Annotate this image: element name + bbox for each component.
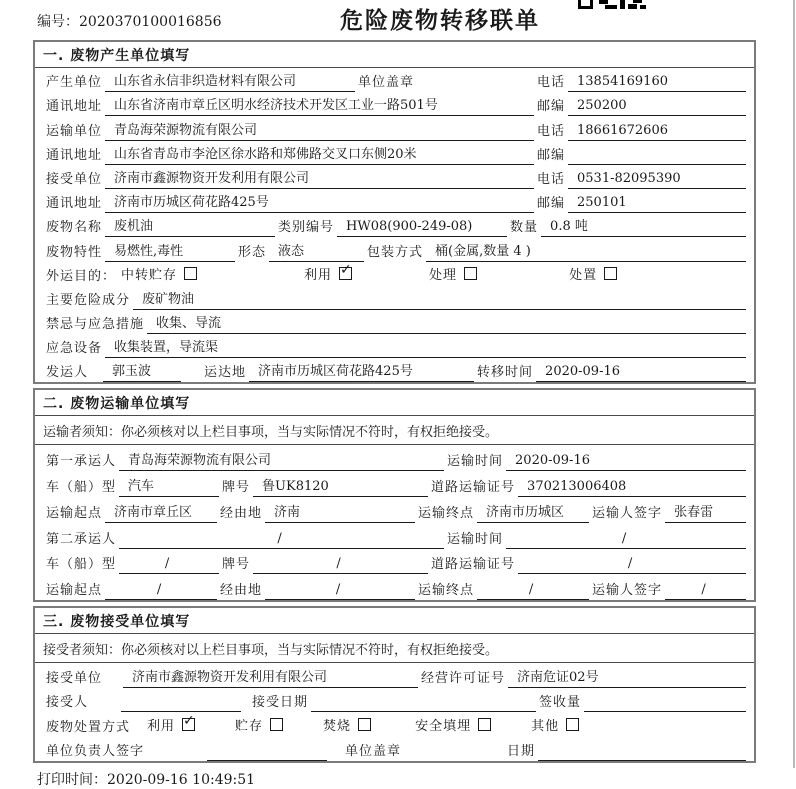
field-label: 牌号 bbox=[222, 557, 251, 573]
field-label: 运输时间 bbox=[447, 531, 504, 547]
field-label: 数量 bbox=[510, 220, 539, 236]
field-label: 运输起点 bbox=[46, 583, 103, 599]
form-row bbox=[35, 549, 754, 575]
field-value bbox=[584, 709, 746, 712]
field-label: 形态 bbox=[238, 244, 267, 260]
serial-value: 2020370100016856 bbox=[79, 14, 222, 30]
section-title: 一. 废物产生单位填写 bbox=[35, 42, 754, 68]
field-value: 250101 bbox=[568, 195, 746, 213]
checkbox-label: 利用 bbox=[304, 267, 333, 283]
field-label: 第二承运人 bbox=[46, 531, 117, 547]
field-value: / bbox=[477, 582, 589, 600]
field-value bbox=[538, 758, 746, 761]
checkbox-label: 其他 bbox=[531, 718, 560, 734]
field-value: 济南市鑫源物资开发利用有限公司 bbox=[123, 666, 418, 688]
checkbox-label: 安全填埋 bbox=[415, 718, 472, 734]
field-value: 济南危证02号 bbox=[508, 666, 746, 688]
form-row bbox=[35, 165, 754, 189]
field-label: 通讯地址 bbox=[46, 196, 103, 212]
field-label: 经由地 bbox=[220, 583, 263, 599]
print-time bbox=[37, 769, 796, 789]
field-value: 汽车 bbox=[119, 475, 219, 497]
field-value: / bbox=[119, 531, 444, 549]
field-value: / bbox=[665, 582, 746, 600]
field-label: 运输起点 bbox=[46, 505, 103, 521]
checkbox-icon bbox=[464, 267, 477, 280]
section-notice: 运输者须知：你必须核对以上栏目事项，当与实际情况不符时，有权拒绝接受。 bbox=[35, 416, 754, 445]
form-row bbox=[35, 471, 754, 497]
field-label: 外运目的： bbox=[46, 268, 117, 284]
field-value bbox=[207, 758, 327, 761]
serial-label: 编号： bbox=[37, 14, 79, 30]
field-label: 车（船）型 bbox=[46, 480, 117, 496]
checkbox-label: 处理 bbox=[429, 267, 458, 283]
form-row bbox=[35, 68, 754, 92]
field-label: 经由地 bbox=[220, 505, 263, 521]
checkbox-option bbox=[567, 264, 617, 286]
checkbox-icon bbox=[184, 267, 197, 280]
field-value bbox=[311, 709, 536, 712]
field-label: 第一承运人 bbox=[46, 454, 117, 470]
field-value: 青岛海荣源物流有限公司 bbox=[105, 119, 534, 141]
field-label: 单位盖章 bbox=[345, 744, 402, 760]
field-value: / bbox=[105, 582, 217, 600]
check-mark-icon: ✓ bbox=[183, 712, 195, 729]
field-label: 运输人签字 bbox=[592, 583, 663, 599]
field-value: 2020-09-16 bbox=[536, 364, 746, 382]
checkbox-option bbox=[233, 715, 283, 737]
field-label: 车（船）型 bbox=[46, 557, 117, 573]
checkbox-label: 焚烧 bbox=[323, 718, 352, 734]
checkbox-option bbox=[145, 712, 195, 737]
field-label: 转移时间 bbox=[477, 365, 534, 381]
form-area bbox=[33, 40, 756, 763]
checkbox-label: 贮存 bbox=[235, 718, 264, 734]
field-label: 运输单位 bbox=[46, 123, 103, 139]
form-row bbox=[35, 445, 754, 471]
field-label: 废物处置方式 bbox=[46, 719, 131, 735]
field-label: 电话 bbox=[536, 171, 565, 187]
field-value: 收集、导流 bbox=[147, 312, 746, 334]
field-label: 应急设备 bbox=[46, 341, 103, 357]
field-label: 接受单位 bbox=[46, 670, 103, 686]
field-value: / bbox=[253, 556, 428, 574]
checkbox-label: 利用 bbox=[147, 718, 176, 734]
print-time-value: 2020-09-16 10:49:51 bbox=[107, 772, 256, 789]
checkbox-option bbox=[119, 264, 197, 286]
section-transporter bbox=[33, 388, 756, 602]
field-value bbox=[568, 162, 746, 165]
checkbox-label: 处置 bbox=[569, 267, 598, 283]
field-value: / bbox=[119, 556, 219, 574]
field-label: 接受人 bbox=[46, 695, 89, 711]
field-label: 运输时间 bbox=[447, 454, 504, 470]
checkbox-option bbox=[321, 715, 371, 737]
form-row bbox=[35, 334, 754, 358]
form-row bbox=[35, 712, 754, 737]
window-edge-divider bbox=[793, 0, 795, 768]
field-value: 250200 bbox=[568, 98, 746, 116]
field-label: 运输终点 bbox=[418, 583, 475, 599]
field-label: 包装方式 bbox=[367, 244, 424, 260]
field-label: 单位负责人签字 bbox=[46, 744, 145, 760]
field-value: 山东省青岛市李沧区徐水路和郑佛路交叉口东侧20米 bbox=[105, 143, 534, 165]
field-label: 禁忌与应急措施 bbox=[46, 317, 145, 333]
section-notice: 接受者须知：你必须核对以上栏目事项，当与实际情况不符时，有权拒绝接受。 bbox=[35, 634, 754, 663]
field-value: 废矿物油 bbox=[133, 288, 746, 310]
checkbox-label: 中转贮存 bbox=[121, 267, 178, 283]
field-label: 单位盖章 bbox=[358, 75, 415, 91]
field-label: 签收量 bbox=[539, 695, 582, 711]
field-label: 运达地 bbox=[204, 365, 247, 381]
field-value: 18661672606 bbox=[568, 123, 746, 141]
field-label: 邮编 bbox=[536, 196, 565, 212]
print-time-label: 打印时间： bbox=[37, 772, 107, 789]
field-label: 道路运输证号 bbox=[431, 557, 516, 573]
field-label: 道路运输证号 bbox=[431, 480, 516, 496]
field-value: 山东省济南市章丘区明水经济技术开发区工业一路501号 bbox=[105, 94, 534, 116]
field-label: 邮编 bbox=[536, 99, 565, 115]
field-label: 日期 bbox=[507, 744, 536, 760]
field-label: 运输终点 bbox=[418, 505, 475, 521]
field-label: 废物特性 bbox=[46, 244, 103, 260]
field-value: 370213006408 bbox=[518, 479, 746, 497]
section-title: 二. 废物运输单位填写 bbox=[35, 390, 754, 416]
field-label: 通讯地址 bbox=[46, 147, 103, 163]
field-value: 济南市历城区荷花路425号 bbox=[105, 191, 534, 213]
field-value: 济南市章丘区 bbox=[105, 501, 217, 523]
checkbox-icon bbox=[604, 267, 617, 280]
field-label: 电话 bbox=[536, 123, 565, 139]
field-value: 鲁UK8120 bbox=[253, 475, 428, 497]
checkbox-option bbox=[427, 264, 477, 286]
checkbox-icon bbox=[478, 718, 491, 731]
form-row bbox=[35, 286, 754, 310]
field-label: 废物名称 bbox=[46, 220, 103, 236]
field-value: 0.8 吨 bbox=[541, 215, 746, 237]
checkbox-icon bbox=[566, 718, 579, 731]
field-value: 易燃性,毒性 bbox=[105, 240, 235, 262]
form-row bbox=[35, 737, 754, 762]
field-value: 0531-82095390 bbox=[568, 171, 746, 189]
form-row bbox=[35, 688, 754, 713]
field-label: 运输人签字 bbox=[592, 505, 663, 521]
section-receiver bbox=[33, 606, 756, 763]
checkbox-option bbox=[413, 715, 491, 737]
field-value: 收集装置，导流渠 bbox=[105, 336, 746, 358]
field-label: 产生单位 bbox=[46, 75, 103, 91]
field-value: 2020-09-16 bbox=[506, 453, 746, 471]
form-row bbox=[35, 92, 754, 116]
field-label: 类别编号 bbox=[278, 220, 335, 236]
section-producer bbox=[33, 40, 756, 384]
field-value: 济南市历城区荷花路425号 bbox=[249, 360, 474, 382]
checkbox-checked-icon bbox=[339, 261, 352, 280]
form-row bbox=[35, 663, 754, 688]
field-label: 邮编 bbox=[536, 147, 565, 163]
form-row bbox=[35, 310, 754, 334]
serial-number bbox=[37, 11, 222, 31]
field-value: 青岛海荣源物流有限公司 bbox=[119, 449, 444, 471]
field-value: 济南市鑫源物资开发利用有限公司 bbox=[105, 167, 534, 189]
field-value: 张春雷 bbox=[665, 501, 746, 523]
check-mark-icon: ✓ bbox=[340, 261, 352, 278]
form-row bbox=[35, 213, 754, 237]
field-value: / bbox=[518, 556, 746, 574]
form-title: 危险废物转移联单 bbox=[340, 8, 540, 34]
field-label: 接受单位 bbox=[46, 171, 103, 187]
checkbox-option bbox=[529, 715, 579, 737]
field-value: 废机油 bbox=[105, 215, 275, 237]
field-value: 济南市历城区 bbox=[477, 501, 589, 523]
document-header bbox=[0, 0, 796, 40]
field-label: 发运人 bbox=[46, 365, 89, 381]
field-value bbox=[121, 709, 241, 712]
form-row bbox=[35, 189, 754, 213]
field-label: 牌号 bbox=[222, 480, 251, 496]
form-row bbox=[35, 237, 754, 261]
checkbox-icon bbox=[358, 718, 371, 731]
field-value: 山东省永信非织造材料有限公司 bbox=[105, 70, 355, 92]
section-title: 三. 废物接受单位填写 bbox=[35, 608, 754, 634]
checkbox-option bbox=[302, 261, 352, 286]
field-value: 液态 bbox=[269, 240, 364, 262]
form-row bbox=[35, 262, 754, 286]
field-value: 郭玉波 bbox=[103, 360, 181, 382]
form-row bbox=[35, 116, 754, 140]
field-value: 13854169160 bbox=[568, 74, 746, 92]
field-value: 济南 bbox=[265, 501, 415, 523]
field-value: 桶(金属,数量 4 ) bbox=[426, 240, 746, 262]
qr-code-fragment bbox=[578, 0, 648, 9]
form-row bbox=[35, 358, 754, 382]
field-label: 经营许可证号 bbox=[421, 670, 506, 686]
form-row bbox=[35, 497, 754, 523]
checkbox-checked-icon bbox=[182, 712, 195, 731]
field-value: / bbox=[506, 531, 746, 549]
form-row bbox=[35, 523, 754, 549]
field-label: 通讯地址 bbox=[46, 99, 103, 115]
field-label: 主要危险成分 bbox=[46, 292, 131, 308]
field-value: / bbox=[265, 582, 415, 600]
field-label: 接受日期 bbox=[252, 695, 309, 711]
field-value: HW08(900-249-08) bbox=[337, 219, 507, 237]
checkbox-icon bbox=[270, 718, 283, 731]
form-row bbox=[35, 574, 754, 600]
field-label: 电话 bbox=[536, 75, 565, 91]
form-row bbox=[35, 141, 754, 165]
